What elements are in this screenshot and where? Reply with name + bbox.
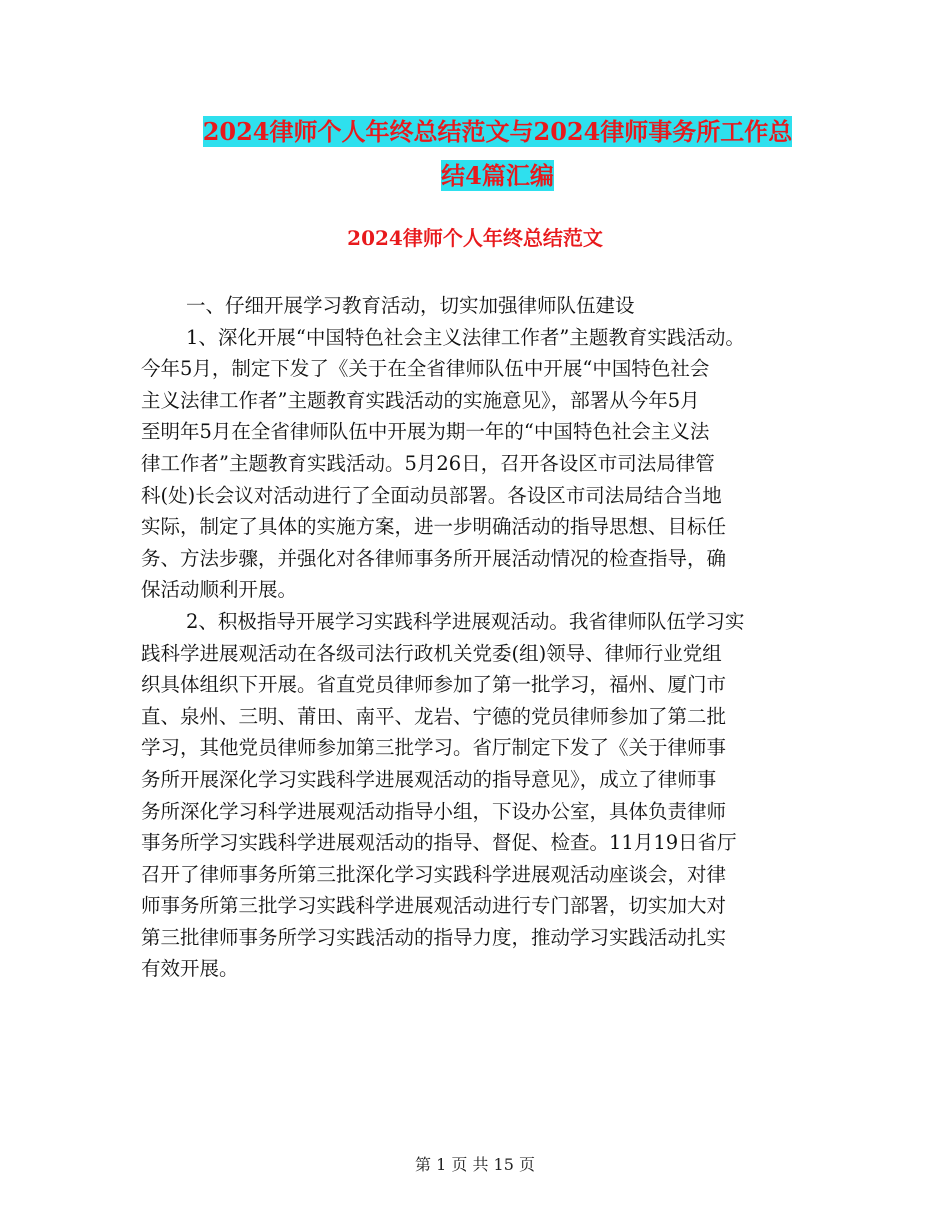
body-line: 践科学进展观活动在各级司法行政机关党委(组)领导、律师行业党组 [141, 641, 722, 665]
body-text [141, 290, 831, 985]
body-line: 至明年5月在全省律师队伍中开展为期一年的“中国特色社会主义法 [141, 420, 710, 444]
body-line: 主义法律工作者”主题教育实践活动的实施意见》，部署从今年5月 [141, 388, 700, 412]
title-line-1: 2024律师个人年终总结范文与2024律师事务所工作总 [202, 117, 793, 146]
body-line: 第三批律师事务所学习实践活动的指导力度，推动学习实践活动扎实 [141, 925, 727, 949]
body-line: 召开了律师事务所第三批深化学习实践科学进展观活动座谈会，对律 [141, 862, 727, 886]
body-line: 2、积极指导开展学习实践科学进展观活动。我省律师队伍学习实 [186, 609, 745, 633]
body-line: 今年5月，制定下发了《关于在全省律师队伍中开展“中国特色社会 [141, 357, 710, 381]
body-line: 直、泉州、三明、莆田、南平、龙岩、宁德的党员律师参加了第二批 [141, 704, 727, 728]
body-line: 科(处)长会议对活动进行了全面动员部署。各设区市司法局结合当地 [141, 483, 722, 507]
body-line: 有效开展。 [141, 957, 239, 981]
body-line: 务所深化学习科学进展观活动指导小组，下设办公室，具体负责律师 [141, 799, 727, 823]
body-line: 师事务所第三批学习实践科学进展观活动进行专门部署，切实加大对 [141, 894, 727, 918]
title-line-2: 结4篇汇编 [441, 161, 554, 190]
body-line: 保活动顺利开展。 [141, 578, 298, 602]
document-title [140, 110, 855, 198]
body-line: 一、仔细开展学习教育活动，切实加强律师队伍建设 [186, 294, 635, 317]
body-line: 1、深化开展“中国特色社会主义法律工作者”主题教育实践活动。 [186, 325, 745, 349]
body-line: 织具体组织下开展。省直党员律师参加了第一批学习，福州、厦门市 [141, 673, 727, 697]
body-line: 务所开展深化学习实践科学进展观活动的指导意见》，成立了律师事 [141, 767, 717, 791]
page-footer: 第 1 页 共 15 页 [415, 1155, 535, 1174]
body-line: 学习，其他党员律师参加第三批学习。省厅制定下发了《关于律师事 [141, 736, 727, 760]
body-line: 务、方法步骤，并强化对各律师事务所开展活动情况的检查指导，确 [141, 546, 727, 570]
body-line: 律工作者”主题教育实践活动。5月26日，召开各设区市司法局律管 [141, 451, 715, 475]
body-line: 事务所学习实践科学进展观活动的指导、督促、检查。11月19日省厅 [141, 831, 737, 855]
body-line: 实际，制定了具体的实施方案，进一步明确活动的指导思想、目标任 [141, 515, 727, 539]
section-title: 2024律师个人年终总结范文 [347, 226, 603, 250]
